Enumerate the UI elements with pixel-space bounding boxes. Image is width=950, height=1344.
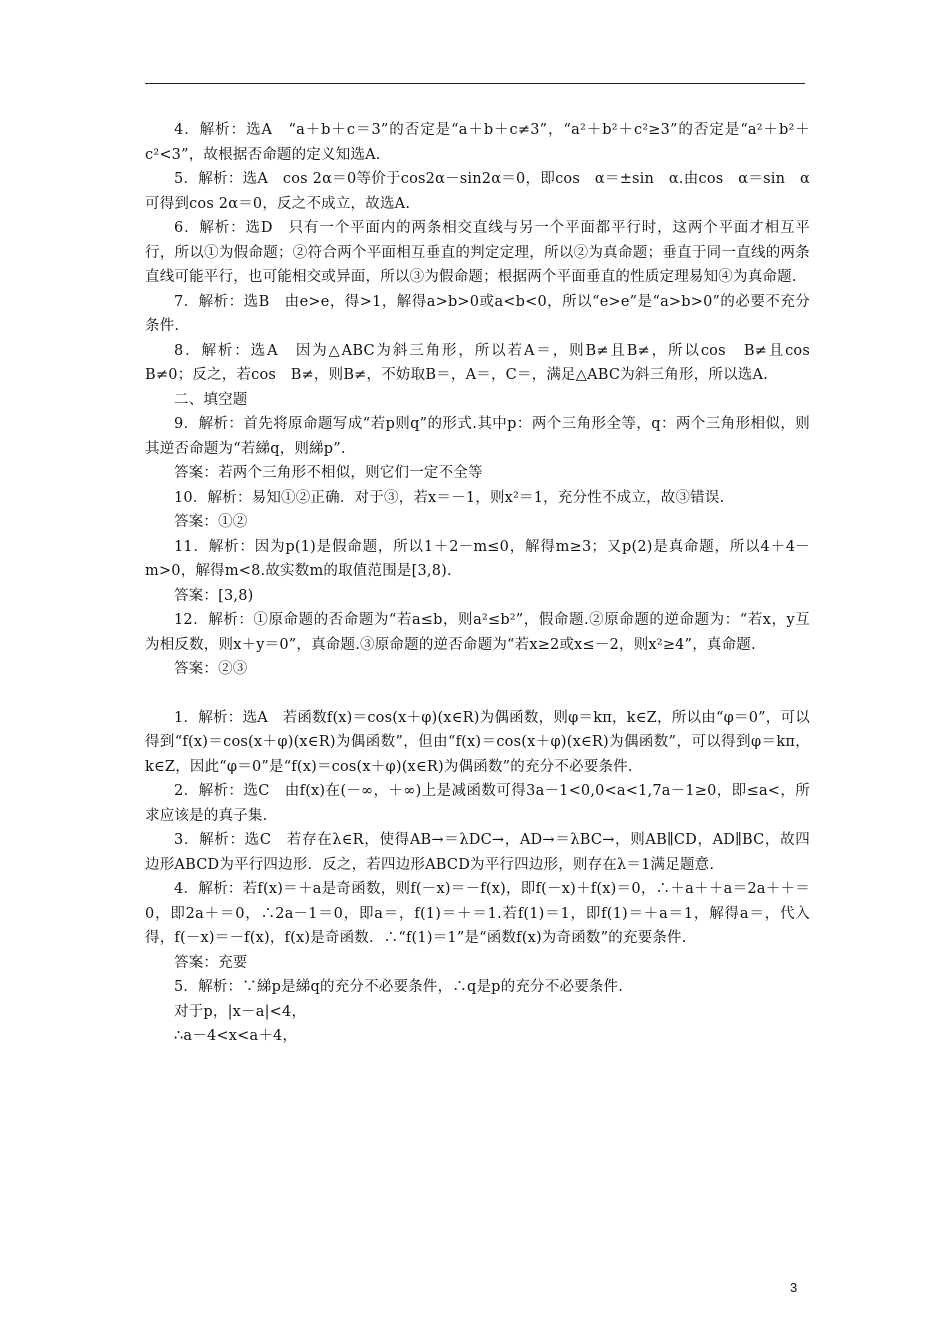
paragraph: ∴a－4<x<a＋4， [174,1028,298,1044]
header-rule [145,83,805,84]
paragraph: 3．解析：选C 若存在λ∈R，使得AB→＝λDC→，AD→＝λBC→，则AB∥CD，AD∥BC，故四边形ABCD为平行四边形．反之，若四边形ABCD为平行四边形，则存在λ＝1满足题意. [145,832,810,873]
paragraph: 1．解析：选A 若函数f(x)＝cos(x＋φ)(x∈R)为偶函数，则φ＝kπ，k∈Z，所以由“φ＝0”，可以得到“f(x)＝cos(x＋φ)(x∈R)为偶函数”，但由“f(x)＝cos(x＋φ)(x∈R)为偶函数”，可以得到φ＝kπ，k∈Z，因此“φ＝0”是“f(x)＝cos(x＋φ)(x∈R)为偶函数”的充分不必要条件. [145,709,810,775]
answer-line: 答案：充要 [174,954,248,971]
paragraph: 5．解析：选A cos 2α＝0等价于cos2α－sin2α＝0，即cos α＝±sin α.由cos α＝sin α可得到cos 2α＝0，反之不成立，故选A. [145,171,810,212]
paragraph: 8．解析：选A 因为△ABC为斜三角形，所以若A＝，则B≠且B≠，所以cos B≠且cos B≠0；反之，若cos B≠，则B≠，不妨取B＝，A＝，C＝，满足△ABC为斜三角形，所以选A. [145,342,825,383]
answer-line: 答案：[3,8) [174,587,254,604]
paragraph: 对于p，|x－a|<4， [174,1003,307,1020]
paragraph: 4．解析：若f(x)＝＋a是奇函数，则f(－x)＝－f(x)，即f(－x)＋f(x)＝0，∴＋a＋＋a＝2a＋＋＝0，即2a＋＝0，∴2a－1＝0，即a＝，f(1)＝＋＝1.若f(1)＝1，即f(1)＝＋a＝1，解得a＝，代入得，f(－x)＝－f(x)，f(x)是奇函数．∴“f(1)＝1”是“函数f(x)为奇函数”的充要条件. [145,881,810,946]
document-body [145,118,825,1049]
answer-line: 答案：②③ [174,661,248,677]
paragraph: 12．解析：①原命题的否命题为“若a≤b，则a²≤b²”，假命题.②原命题的逆命题为：“若x，y互为相反数，则x＋y＝0”，真命题.③原命题的逆否命题为“若x≥2或x≤－2，则x²≥4”，真命题. [145,612,810,653]
section-gap [145,682,810,706]
answer-line: 答案：若两个三角形不相似，则它们一定不全等 [174,465,483,481]
paragraph: 6．解析：选D 只有一个平面内的两条相交直线与另一个平面都平行时，这两个平面才相互平行，所以①为假命题；②符合两个平面相互垂直的判定定理，所以②为真命题；垂直于同一直线的两条直线可能平行，也可能相交或异面，所以③为假命题；根据两个平面垂直的性质定理易知④为真命题. [145,220,810,285]
paragraph: 9．解析：首先将原命题写成“若p则q”的形式.其中p：两个三角形全等，q：两个三角形相似，则其逆否命题为“若綈q，则綈p”. [145,416,810,457]
paragraph: 5．解析：∵綈p是綈q的充分不必要条件，∴q是p的充分不必要条件. [174,979,624,995]
answer-line: 答案：①② [174,514,248,530]
paragraph: 11．解析：因为p(1)是假命题，所以1＋2－m≤0，解得m≥3；又p(2)是真命题，所以4＋4－m>0，解得m<8.故实数m的取值范围是[3,8). [145,538,810,579]
section-heading: 二、填空题 [174,391,248,408]
paragraph: 7．解析：选B 由e>e，得>1，解得a>b>0或a<b<0，所以“e>e”是“a>b>0”的必要不充分条件. [145,293,810,334]
paragraph: 10．解析：易知①②正确．对于③，若x＝－1，则x²＝1，充分性不成立，故③错误. [174,489,725,506]
page-number: 3 [790,1280,798,1295]
paragraph: 4．解析：选A “a＋b＋c＝3”的否定是“a＋b＋c≠3”，“a²＋b²＋c²≥3”的否定是“a²＋b²＋c²<3”，故根据否命题的定义知选A. [145,122,810,163]
paragraph: 2．解析：选C 由f(x)在(－∞，＋∞)上是减函数可得3a－1<0,0<a<1,7a－1≥0，即≤a<，所求应该是的真子集. [145,783,810,824]
